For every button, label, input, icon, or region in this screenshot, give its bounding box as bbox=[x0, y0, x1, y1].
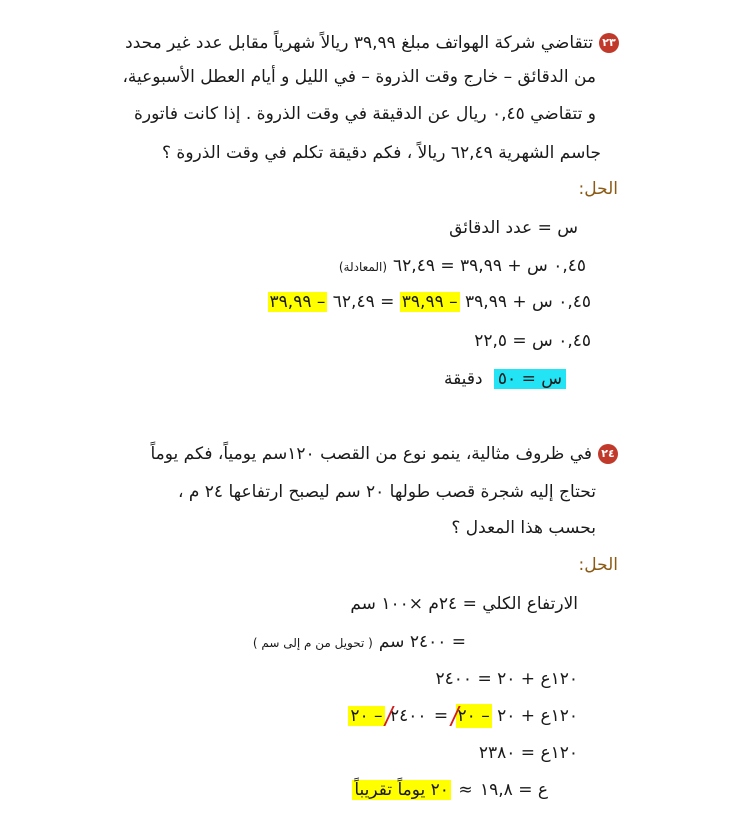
equation-note: (المعادلة) bbox=[338, 260, 388, 274]
problem-24-line-2: تحتاج إليه شجرة قصب طولها ٢٠ سم ليصبح ارتفاعها ٢٤ م ، bbox=[177, 482, 596, 502]
p23-step-3: ٠,٤٥ س + ٣٩,٩٩ – ٣٩,٩٩ = ٦٢,٤٩ – ٣٩,٩٩ bbox=[269, 292, 591, 312]
highlight-minus-20: – ٢٠ bbox=[350, 706, 383, 726]
p24-step-6: ع = ١٩,٨ ≈ ٢٠ يوماً تقريباً bbox=[354, 780, 548, 800]
problem-24-solution-label: الحل: bbox=[578, 555, 618, 575]
problem-23-line-2: من الدقائق – خارج وقت الذروة – في الليل و أيام العطل الأسبوعية، bbox=[122, 67, 596, 87]
strikethrough-minus-20: – ٢٠ bbox=[457, 706, 490, 726]
p24-step-2: = ٢٤٠٠ سم( تحويل من م إلى سم ) bbox=[252, 632, 466, 652]
problem-23-line-3: و تتقاضي ٠,٤٥ ريال عن الدقيقة في وقت الذروة . إذا كانت فاتورة bbox=[134, 104, 596, 124]
highlight-subtract-left: – ٣٩,٩٩ bbox=[401, 292, 458, 312]
p24-step-3: ١٢٠ع + ٢٠ = ٢٤٠٠ bbox=[435, 669, 578, 689]
strikethrough-2400: ٢٤٠٠ bbox=[389, 706, 427, 726]
p23-step-1: س = عدد الدقائق bbox=[449, 218, 578, 238]
p23-step-5: س = ٥٠ دقيقة bbox=[444, 367, 566, 391]
answer-highlight: س = ٥٠ bbox=[494, 369, 566, 389]
problem-23-line-4: جاسم الشهرية ٦٢,٤٩ ريالاً ، فكم دقيقة تكلم في وقت الذروة ؟ bbox=[162, 143, 601, 163]
problem-23-line-1: ٢٣تتقاضي شركة الهواتف مبلغ ٣٩,٩٩ ريالاً شهرياً مقابل عدد غير محدد bbox=[125, 31, 619, 55]
p23-step-2: ٠,٤٥ س + ٣٩,٩٩ = ٦٢,٤٩(المعادلة) bbox=[338, 256, 586, 276]
p24-step-5: ١٢٠ع = ٢٣٨٠ bbox=[478, 743, 578, 763]
problem-24-line-3: بحسب هذا المعدل ؟ bbox=[451, 518, 596, 538]
problem-24-badge: ٢٤ bbox=[598, 444, 618, 464]
problem-23-solution-label: الحل: bbox=[578, 179, 618, 199]
final-answer-highlight: ٢٠ يوماً تقريباً bbox=[354, 780, 449, 800]
p23-step-4: ٠,٤٥ س = ٢٢,٥ bbox=[474, 331, 591, 351]
highlight-subtract-right: – ٣٩,٩٩ bbox=[269, 292, 326, 312]
problem-24-line-1: ٢٤في ظروف مثالية، ينمو نوع من القصب ١٢٠سم يومياً، فكم يوماً bbox=[150, 442, 618, 466]
conversion-note: ( تحويل من م إلى سم ) bbox=[252, 636, 373, 650]
p24-step-1: الارتفاع الكلي = ٢٤م ×١٠٠ سم bbox=[350, 594, 578, 614]
p24-step-4: ١٢٠ع + ٢٠ – ٢٠ = ٢٤٠٠ – ٢٠ bbox=[350, 706, 578, 726]
problem-23-badge: ٢٣ bbox=[599, 33, 619, 53]
